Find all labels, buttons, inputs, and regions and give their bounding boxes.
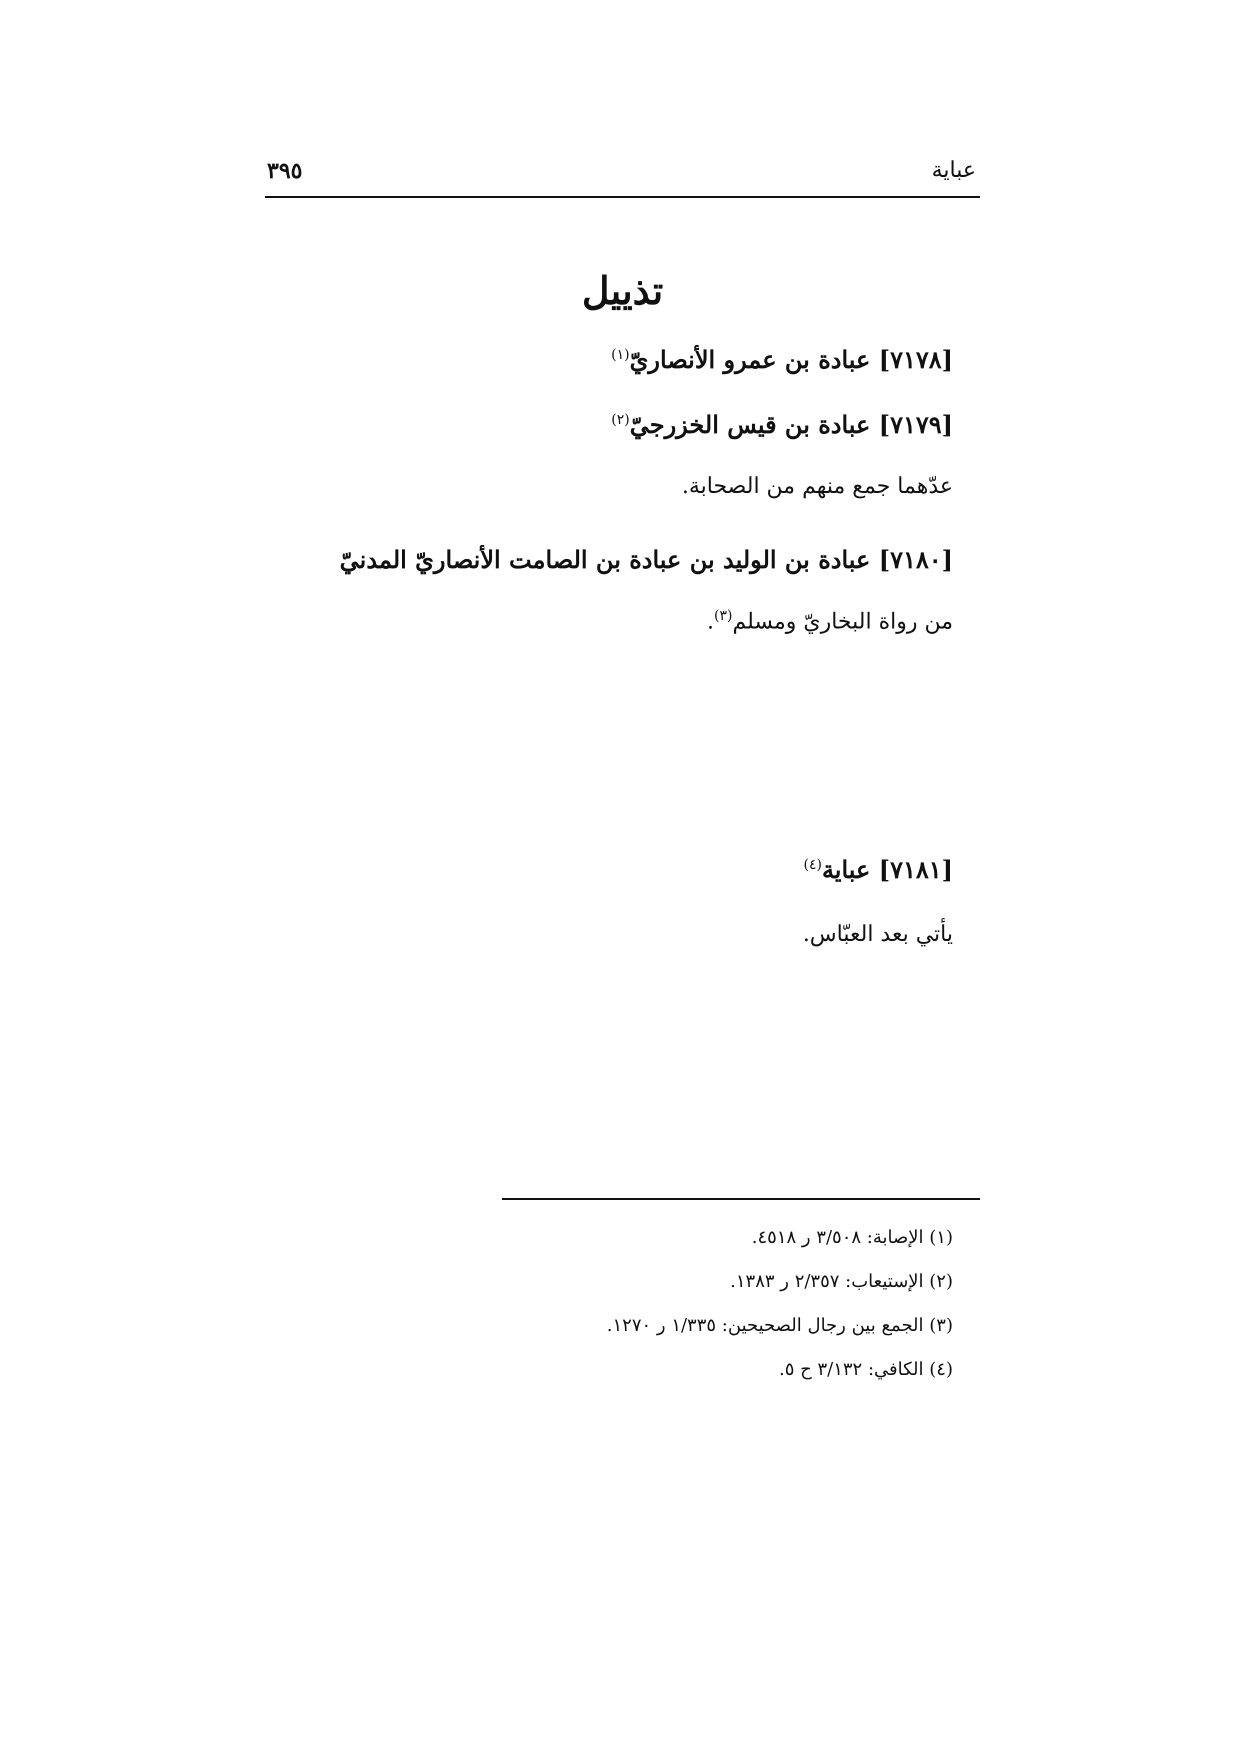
entry-7180 [193,545,953,574]
entry-7179 [253,410,953,439]
footnote-3: (٣) الجمع بين رجال الصحيحين: ١/٣٣٥ ر ١٢٧٠. [606,1315,953,1336]
footnote-4: (٤) الكافي: ٣/١٣٢ ح ٥. [779,1359,953,1380]
footnotes [313,1216,953,1392]
entry-note: عدّهما جمع منهم من الصحابة. [681,474,953,499]
footnote-1: (١) الإصابة: ٣/٥٠٨ ر ٤٥١٨. [751,1227,953,1248]
entry-7181 [253,855,953,884]
section-title: تذييل [581,268,664,313]
page-number: ٣٩٥ [267,158,303,184]
entry-number: [٧١٧٩] [878,410,953,439]
footnote-ref[interactable]: (٣) [713,608,733,624]
footnote-ref[interactable]: (٢) [611,412,630,428]
entry-name: عباية [821,855,871,884]
entry-note: يأتي بعد العبّاس. [802,922,953,947]
page-header [265,150,980,198]
entry-number: [٧١٨١] [878,855,953,884]
sentence-end: . [706,609,714,635]
footnote-2: (٢) الإستيعاب: ٢/٣٥٧ ر ١٣٨٣. [730,1271,953,1292]
entry-note-text: من رواة البخاريّ ومسلم [732,609,953,635]
entry-7178 [253,345,953,374]
footnote-ref[interactable]: (٤) [803,857,822,873]
entry-name: عبادة بن عمرو الأنصاريّ [629,345,871,374]
entry-name: عبادة بن الوليد بن عبادة بن الصامت الأنصاريّ المدنيّ [339,545,871,574]
entry-number: [٧١٨٠] [878,545,953,574]
entry-name: عبادة بن قيس الخزرجيّ [629,410,871,439]
entry-number: [٧١٧٨] [878,345,953,374]
footnote-ref[interactable]: (١) [611,347,630,363]
running-header-title: عباية [931,158,976,183]
footnote-divider [502,1198,980,1200]
entry-note [253,608,953,634]
